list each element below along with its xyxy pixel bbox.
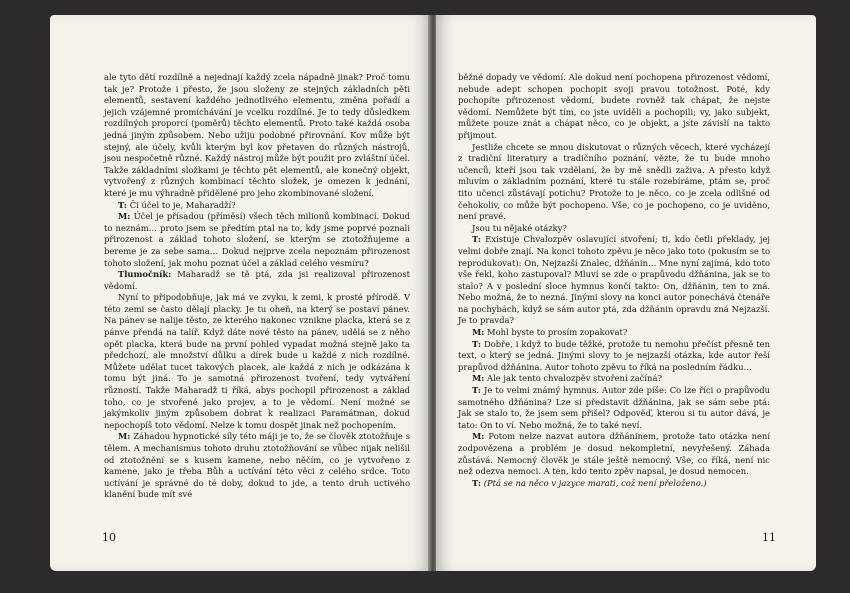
paragraph: Nyní to připodobňuje, jak má ve zvyku, k zemi, k prosté přírodě. V této zemi se často dělají placky. Je tu oheň, na který se postaví pánev. Na pánev se nalije těsto, ze kterého nakonec vznikne placka, která se z pánve přendá na talíř. Když dáte nové těsto na pánev, udělá se z něho opět placka, která bude na první pohled vypadat možná stejně jako ta předchozí, ale množství důlku a dírek bude u každé z nich rozdílné. Můžete udělat tucet takových placek, ale každá z nich je odkázána k tomu být jiná. To je samotná přirozenost tvoření, tedy vytváření růzností. Takže Maharadž ti říká, abys pochopil přirozenost a základ toho, co je stvořené jako projev, a to je vědomí. Není možné se jakýmkoliv jiným způsobem dobrat k realizaci Paramátman, dokud nepochopíš toto vědomí. Nelze k tomu dospět jinak než pochopením. (104, 292, 410, 430)
speaker-label: T: (472, 385, 482, 396)
speaker-label: M: (118, 211, 131, 222)
right-page (436, 15, 816, 571)
speaker-label: M: (472, 373, 485, 384)
paragraph: Tlumočník: Maharadž se tě ptá, zda jsi realizoval přirozenost vědomí. (104, 269, 410, 291)
paragraph: M: Potom nelze nazvat autora džňáninem, protože tato otázka není zodpovězena a problém je dosud nekompletní, nevyřešený. Záhada zůstává. Nemocný člověk je stále ještě nemocný. Vše, co říká, není nic než odezva nemoci. A ten, kdo tento zpěv napsal, je dosud nemocen. (458, 431, 770, 477)
paragraph: T: Je to velmi známý hymnus. Autor zde píše: Co lze říci o prapůvodu samotného džňánina? Lze si představit džňánina, jak se sám sebe ptá: Jak se stalo to, že jsem sem přišel? Odpověď, kterou si tu autor dává, je tato: On to ví. Nebo možná, že to také neví. (458, 385, 770, 430)
page-number: 11 (762, 531, 776, 544)
left-page-text (104, 72, 410, 501)
paragraph: Jestliže chcete se mnou diskutovat o různých věcech, které vycházejí z tradiční literatury a tradičního poznání, vězte, že tu bude mnoho učenců, kteří jsou tak vzdělaní, že by mě snědli zaživa. A přesto když mluvím o základním poznání, které tu stále rozebíráme, ptám se, proč tito učenci zůstávají potichu? Protože to je něco, co je zcela odlišné od čehokoliv, co může být pochopeno. Vše, co je pochopeno, co je uviděno, není pravé. (458, 141, 770, 222)
paragraph: T: (Ptá se na něco v jazyce marati, což není přeloženo.) (472, 477, 707, 488)
paragraph: běžné dopady ve vědomí. Ale dokud není pochopena přirozenost vědomí, nebude adept schopen pochopit svoji pravou totožnost. Poté, kdy pochopíte přirozenost vědomí, budete rovněž tak chápat, že nejste vědomí. Nemůžete být tím, co jste uviděli a pochopili; vy, jako subjekt, můžete pouze znát a chápat něco, co je objekt, a jste závislí na takto přijmout. (458, 72, 770, 140)
speaker-label: M: (472, 327, 485, 338)
paragraph: M: Ale jak tento chvalozpěv stvoření začíná? (472, 373, 662, 384)
paragraph: T: Existuje Chvalozpěv oslavující stvoření; ti, kdo četli překlady, jej velmi dobře znají. Na konci tohoto zpěvu je něco jako toto (pokusím se to reprodukovat): On, Nejzazší Znalec, džňánin… Mne nyní zajímá, kdo toto vše řekl, koho zastupoval? Mluví se zde o prapůvodu džňánina, jak se to stalo? A v poslední sloce hymnus končí takto: On, džňánin, ten to zná. Nebo možná, že to nezná. Jinými slovy na konci autor ponechává čtenáře na pochybách, když se sám autor ptá, zda džňánin opravdu zná Nejzazší. Je to pravda? (458, 234, 770, 326)
left-page (50, 15, 430, 571)
speaker-label: Tlumočník: (118, 269, 172, 280)
page-number: 10 (102, 531, 116, 544)
paragraph: Jsou tu nějaké otázky? (472, 222, 567, 233)
paragraph: M: Záhadou hypnotické síly této máji je to, že se člověk ztotožňuje s tělem. A mechanismus tohoto druhu ztotožňování se vůbec nijak nelišil od ztotožnění se s kusem kamene, nebo něčím, co je vytvořeno z kamene, jako je třeba Bůh a uctívání této věci z celého srdce. Toto uctívání je správné do té doby, dokud to jde, a tento druh uctivého klanění bude mít své (104, 431, 410, 500)
paragraph: T: Či účel to je, Maharadží? (118, 199, 236, 210)
speaker-label: M: (118, 431, 131, 442)
speaker-label: T: (472, 477, 482, 488)
paragraph: M: Účel je přísadou (příměsí) všech těch milionů kombinací. Dokud to neznám… proto jsem se předtím ptal na to, kdy jsme poprvé poznali přirozenost a základ tohoto složení, se kterým se ztotožňujeme a bereme je za sebe sama… Dokud nejprve zcela nepoznám přirozenost tohoto složení, jak mohu poznat účel a základ celého vesmíru? (104, 211, 410, 268)
speaker-label: T: (118, 199, 128, 210)
right-page-text (458, 72, 770, 489)
paragraph: ale tyto dětí rozdílně a nejednají každý zcela nápadně jinak? Proč tomu tak je? Protože i přesto, že jsou složeny ze stejných základních pěti elementů, sestavení každého jednotlivého elementu, změna pořadí a jejich vzájemné promíchávání je vcelku rozdílné. Je to tedy důsledkem rozdílných proporcí (poměrů) těchto elementů. Proto také každá osoba jedná jiným způsobem. Nebo užiju podobné přirovnání. Kov může být stejný, ale účely, kvůli kterým byl kov přetaven do různých nástrojů, jsou nespočetně různé. Každý nástroj může být použit pro zvláštní účel. Takže základními složkami je těchto pět elementů, ale konečný objekt, vytvořený z různých kombinací těchto složek, je omezen k jednání, které je mu výhradně přidělené pro jeho zkombinované složení. (104, 72, 410, 198)
paragraph: T: Dobře, i když to bude těžké, protože tu nemohu přečíst přesně ten text, o který se jedná. Jinými slovy to je nejzazší otázka, kde autor řeší prapůvod džňánina. Autor tohoto zpěvu to říká na posledním řádku… (458, 338, 770, 372)
speaker-label: T: (472, 338, 482, 349)
speaker-label: M: (472, 431, 485, 442)
speaker-label: T: (472, 234, 482, 245)
paragraph: M: Mohl byste to prosím zopakovat? (472, 327, 628, 338)
